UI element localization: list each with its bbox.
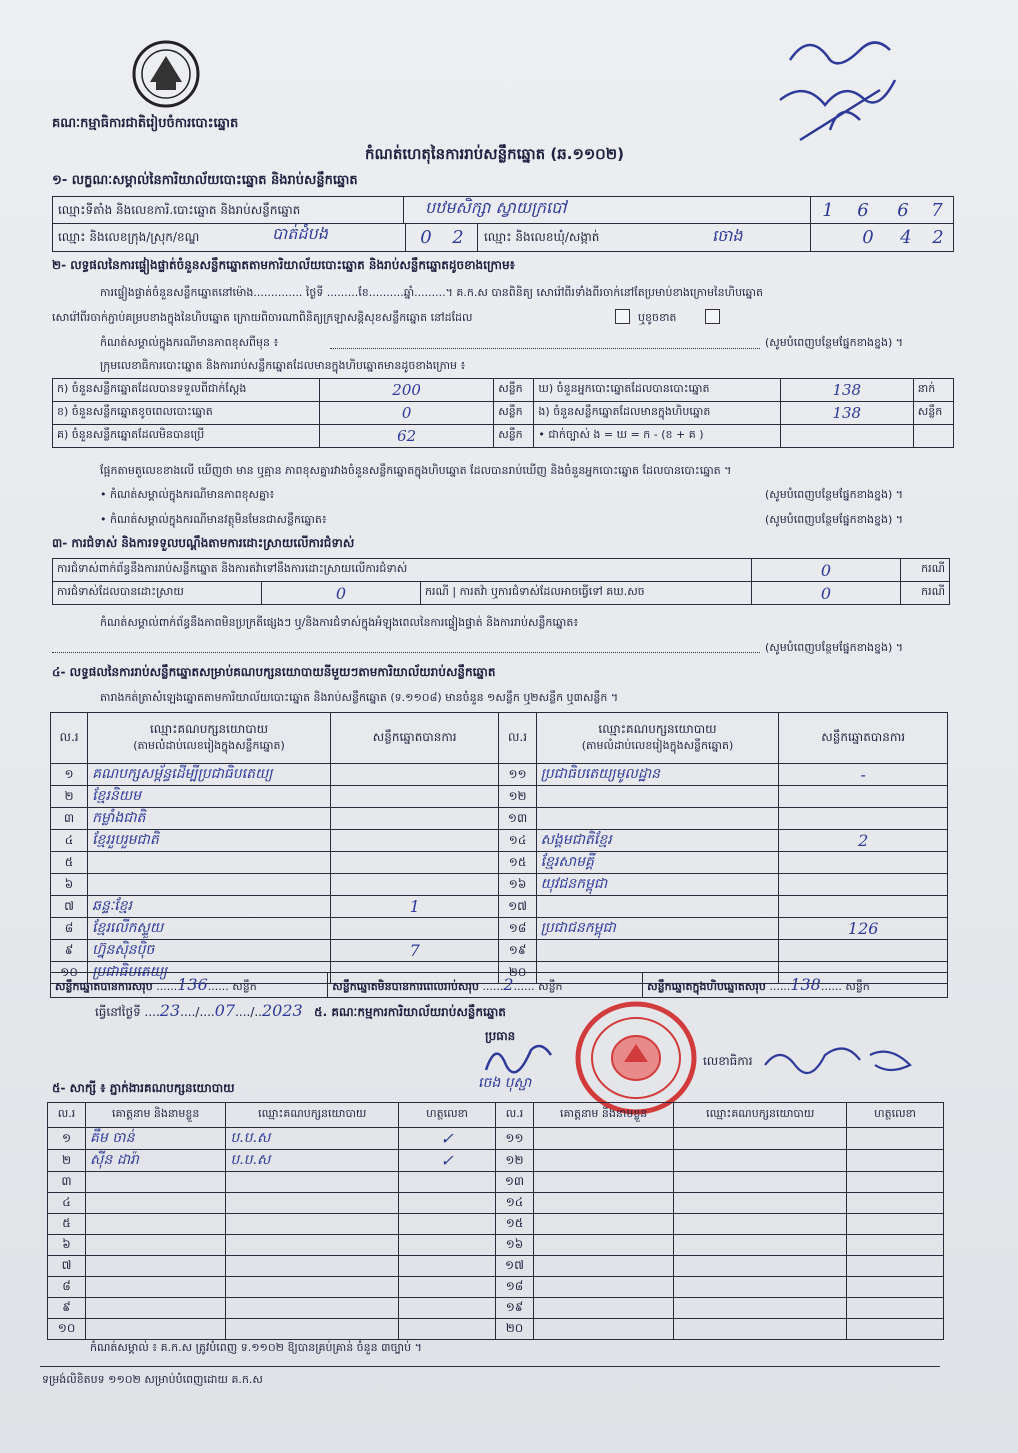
row-no: ៦ [51,874,88,896]
witness-name [86,1256,226,1277]
row-no: ១៦ [495,1235,533,1256]
row-no: ១០ [51,962,88,984]
count-row [53,425,954,448]
witness-row [48,1277,944,1298]
witness-party [226,1193,399,1214]
section2-intro: ក្រុមលេខាធិការបោះឆ្នោត និងការរាប់សន្លឹកឆ្នោតដែលមានក្នុងហិបឆ្នោតមានដូចខាងក្រោម ៖ [100,359,466,372]
row-no: ១០ [48,1319,86,1340]
witness-row [48,1298,944,1319]
district-digit: 0 [420,227,432,248]
party-votes [330,918,499,940]
party-votes [330,830,499,852]
row-no: ២០ [495,1319,533,1340]
note-damage: កំណត់សម្គាល់ក្នុងករណីមានភាពខុសពីមុន ៖ [100,336,279,349]
witness-sign [847,1150,944,1172]
witness-party: ប.ប.ស [226,1150,399,1172]
witness-name: គឹម ចាន់ [86,1128,226,1150]
witness-row [48,1128,944,1150]
witness-party [226,1214,399,1235]
right-unit [913,425,953,448]
col-sign: ហត្ថលេខា [847,1103,944,1128]
count-row [53,379,954,402]
row-no: ១៧ [495,1256,533,1277]
section3-title: ៣- ការជំទាស់ និងការទទួលបណ្តឹងតាមការដោះស្រាយលើការជំទាស់ [52,536,355,550]
party-name [536,786,779,808]
result-row [51,896,948,918]
result-row [51,852,948,874]
left-label: ខ) ចំនួនសន្លឹកឆ្នោតខូចពេលបោះឆ្នោត [53,402,320,425]
left-unit: សន្លឹក [494,379,534,402]
col-votes: សន្លឹកឆ្នោតបានការ [779,713,948,764]
right-label: ឃ) ចំនួនអ្នកបោះឆ្នោតដែលបានបោះឆ្នោត [534,379,780,402]
witness-party [226,1277,399,1298]
row-no: ១៨ [495,1277,533,1298]
total-in-box: សន្លឹកឆ្នោតក្នុងហិបឆ្នោតសរុប ......138...... សន្លឹក [643,973,948,998]
complaint-label: ការជំទាស់ពាក់ព័ន្ធនឹងការរាប់សន្លឹកឆ្នោត និងការតវ៉ាទៅនឹងការដោះស្រាយលើការជំទាស់ [53,559,752,582]
party-name: ហ្វ៊ុនស៊ិនប៉ិច [88,940,331,962]
witness-party [226,1235,399,1256]
witness-sign [399,1214,496,1235]
fill-hint: (សូមបំពេញបន្ថែមផ្នែកខាងខ្នង) ។ [765,488,904,501]
witness-party: ប.ប.ស [226,1128,399,1150]
left-unit: សន្លឹក [494,402,534,425]
witness-sign [847,1128,944,1150]
result-row [51,786,948,808]
row-no: ៨ [48,1277,86,1298]
total-invalid: សន្លឹកឆ្នោតមិនបានការពេលរាប់សរុប ......2...... សន្លឹក [328,973,643,998]
results-table [50,712,948,984]
witness-row [48,1172,944,1193]
resolved-value: 0 [262,582,421,605]
row-no: ១៧ [499,896,536,918]
resolved-label: ការជំទាស់ដែលបានដោះស្រាយ [53,582,262,605]
party-votes [330,786,499,808]
witness-party [674,1150,847,1172]
party-votes: 2 [779,830,948,852]
party-name: ខ្មែរលើកស្ទួយ [88,918,331,940]
result-row [51,830,948,852]
row-no: ៣ [51,808,88,830]
party-name [536,808,779,830]
party-votes [330,852,499,874]
party-votes [330,764,499,786]
witness-name [534,1172,674,1193]
witness-party [674,1172,847,1193]
right-label: • ជាក់ច្បាស់ ង = ឃ = ក - (ខ + គ ) [534,425,780,448]
result-row [51,918,948,940]
ballot-count-table [52,378,954,448]
row-no: ១២ [499,786,536,808]
row-no: ១១ [495,1128,533,1150]
right-value: 138 [780,379,913,402]
appeal-label: ករណី | ការតវ៉ា ឬការជំទាស់ដែលអាចធ្វើទៅ គឃ.សច [421,582,752,605]
right-unit: នាក់ [913,379,953,402]
right-value [780,425,913,448]
form-title: កំណត់ហេតុនៃការរាប់សន្លឹកឆ្នោត (ឆ.១១០២) [365,145,625,163]
party-votes [779,940,948,962]
party-name [536,940,779,962]
appeal-value: 0 [752,582,901,605]
witness-sign [399,1298,496,1319]
party-votes [779,874,948,896]
fill-hint: (សូមបំពេញបន្ថែមផ្នែកខាងខ្នង) ។ [765,513,904,526]
party-votes [330,808,499,830]
row-no: ៥ [51,852,88,874]
compare-line: ផ្អែកតាមតួលេខខាងលើ ឃើញថា មាន ឬគ្មាន ភាពខុសគ្នារវាងចំនួនសន្លឹកឆ្នោតក្នុងហិបឆ្នោត ដែលបានរាប់ឃើញ និងចំនួនអ្នកបោះឆ្នោត ដែលបានបោះឆ្នោត ។ [100,464,732,477]
party-name [536,896,779,918]
party-votes: 1 [330,896,499,918]
witness-party [674,1277,847,1298]
row-no: ១២ [495,1150,533,1172]
row-no: ១៥ [495,1214,533,1235]
witness-party [226,1256,399,1277]
fill-hint: (សូមបំពេញបន្ថែមផ្នែកខាងខ្នង) ។ [765,336,904,349]
secretary-signature [760,1040,930,1085]
witness-name [86,1193,226,1214]
president-signature [478,1040,558,1080]
left-label: គ) ចំនួនសន្លឹកឆ្នោតដែលមិនបានប្រើ [53,425,320,448]
row-no: ២ [48,1150,86,1172]
party-votes: 126 [779,918,948,940]
witness-sign [847,1277,944,1298]
col-name: គោត្តនាម និងនាមខ្លួន [534,1103,674,1128]
witness-name [534,1235,674,1256]
witness-name [534,1298,674,1319]
col-sign: ហត្ថលេខា [399,1103,496,1128]
station-digit: 6 [897,200,909,221]
result-row [51,940,948,962]
witness-name [86,1298,226,1319]
row-no: ៧ [48,1256,86,1277]
witness-row [48,1235,944,1256]
witness-name [86,1172,226,1193]
party-name: ប្រជាធិបតេយ្យមូលដ្ឋាន [536,764,779,786]
official-seal-stamp [572,998,702,1118]
note-diff: • កំណត់សម្គាល់ក្នុងករណីមានភាពខុសគ្នា៖ [100,488,275,501]
or-damaged-label: ឬខូចខាត [638,311,677,324]
witness-party [674,1193,847,1214]
commune-digit: 0 [862,227,874,248]
witness-name [86,1235,226,1256]
witness-sign [847,1172,944,1193]
witness-table [47,1102,944,1340]
col-party: ឈ្មោះគណបក្សនយោបាយ (តាមលំដាប់លេខរៀងក្នុងសន្លឹកឆ្នោត) [88,713,331,764]
party-name: យុវជនកម្ពុជា [536,874,779,896]
witness-sign [847,1319,944,1340]
party-name: ខ្មែរសាមគ្គី [536,852,779,874]
row-no: ៩ [51,940,88,962]
row-no: ៤ [48,1193,86,1214]
witness-sign [847,1235,944,1256]
row-no: ១១ [499,764,536,786]
party-name: ខ្មែរនិយម [88,786,331,808]
commune-value: ចោង [712,226,743,245]
president-name: ចេង​ បុស្ផា [478,1075,532,1091]
row-no: ៥ [48,1214,86,1235]
right-unit: សន្លឹក [913,402,953,425]
row-no: ១៦ [499,874,536,896]
witness-row [48,1256,944,1277]
witness-sign [847,1298,944,1319]
secretary-label: លេខាធិការ [703,1054,753,1068]
party-votes [330,874,499,896]
result-row [51,764,948,786]
station-value: បឋមសិក្សា ស្វាយក្របៅ [425,198,567,217]
col-no: ល.រ [495,1103,533,1128]
witness-sign [399,1256,496,1277]
col-no: ល.រ [51,713,88,764]
witness-party [674,1319,847,1340]
handwritten-signature-top [770,20,920,160]
fill-hint: (សូមបំពេញបន្ថែមផ្នែកខាងខ្នង) ។ [765,641,904,654]
station-digit: 1 [822,200,834,221]
witness-name [534,1214,674,1235]
witness-sign [847,1214,944,1235]
witness-name [86,1277,226,1298]
total-valid: សន្លឹកឆ្នោតបានការសរុប ......136...... សន្លឹក [51,973,328,998]
col-no: ល.រ [48,1103,86,1128]
row-no: ៤ [51,830,88,852]
witness-name [534,1193,674,1214]
district-label: ឈ្មោះ និងលេខក្រុង/ស្រុក/ខណ្ឌ [58,230,200,244]
date-line: ធ្វើនៅថ្ងៃទី ....23..../....07..../..2023 ៥. គណៈកម្មការការិយាល័យរាប់សន្លឹកឆ្នោត [95,1001,506,1020]
witness-sign [847,1256,944,1277]
witness-party [674,1256,847,1277]
result-row [51,808,948,830]
complaint-value: 0 [752,559,901,582]
witness-name: ស៊ីន ដារ៉ា [86,1150,226,1172]
section5-title: ៥- សាក្សី ៖ ភ្នាក់ងារគណបក្សនយោបាយ [52,1081,235,1095]
damaged-checkbox [705,309,720,324]
witness-party [226,1172,399,1193]
left-unit: សន្លឹក [494,425,534,448]
witness-sign [847,1193,944,1214]
commune-label: ឈ្មោះ និងលេខឃុំ/សង្កាត់ [484,230,600,244]
witness-party [226,1319,399,1340]
left-label: ក) ចំនួនសន្លឹកឆ្នោតដែលបានទទួលពីជាក់ស្តែង [53,379,320,402]
witness-name [86,1214,226,1235]
party-name [88,874,331,896]
section1-title: ១- លក្ខណៈសម្គាល់នៃការិយាល័យបោះឆ្នោត និងរាប់សន្លឹកឆ្នោត [52,173,358,188]
party-votes [779,896,948,918]
witness-party [674,1214,847,1235]
witness-sign [399,1319,496,1340]
witness-name [534,1319,674,1340]
row-no: ១ [48,1128,86,1150]
party-votes: 7 [330,940,499,962]
commune-digit: 2 [932,227,944,248]
row-no: ៨ [51,918,88,940]
party-name: ប្រជាជនកម្ពុជា [536,918,779,940]
section2-title: ២- លទ្ធផលនៃការផ្ទៀងផ្ទាត់ចំនួនសន្លឹកឆ្នោតតាមការិយាល័យបោះឆ្នោត និងរាប់សន្លឹកឆ្នោតដូចខាងក្រោម៖ [52,258,515,272]
left-value: 62 [320,425,494,448]
party-name: ប្រជាធិបតេយ្យ [88,962,331,984]
col-party: ឈ្មោះគណបក្សនយោបាយ [226,1103,399,1128]
witness-name [86,1319,226,1340]
witness-party [674,1298,847,1319]
row-no: ១៣ [495,1172,533,1193]
witness-sign [399,1277,496,1298]
row-no: ៧ [51,896,88,918]
right-value: 138 [780,402,913,425]
witness-party [674,1128,847,1150]
footer-bottom: ទម្រង់លិខិតបទ ១១០២ សម្រាប់បំពេញដោយ គ.ក.ស [42,1373,263,1386]
witness-sign: ✓ [399,1128,496,1150]
col-no: ល.រ [499,713,536,764]
party-name: សង្គមជាតិខ្មែរ [536,830,779,852]
section4-intro: តារាងកត់ត្រាសំឡេងឆ្នោតតាមការិយាល័យបោះឆ្នោត និងរាប់សន្លឹកឆ្នោត (ទ.១១០៨) មានចំនួន ១សន្លឹក ឬ២សន្លឹក ឬ៣សន្លឹក ។ [100,691,619,704]
verification-line1: ការផ្ទៀងផ្ទាត់ចំនួនសន្លឹកឆ្នោតនៅម៉ោង.............. ថ្ងៃទី .........ខែ..........ឆ្នាំ.........។ គ.ក.ស បានពិនិត្យ សោរ៉ៅពីរទាំងពីរចាក់នៅតែប្រមាប់ខាងក្រោមនៃហិបឆ្នោត [100,286,764,299]
witness-name [534,1128,674,1150]
party-votes: - [779,764,948,786]
witness-row [48,1150,944,1172]
section3-note: កំណត់សម្គាល់ពាក់ព័ន្ធនឹងភាពមិនប្រក្រតីផ្សេងៗ ឬ/និងការជំទាស់ក្នុងអំឡុងពេលនៃការផ្ទៀងផ្ទាត់ និងការរាប់សន្លឹកឆ្នោត៖ [100,616,579,629]
president-label: ប្រធាន [485,1029,516,1043]
witness-row [48,1214,944,1235]
witness-party [674,1235,847,1256]
row-no: ១៥ [499,852,536,874]
party-votes [779,852,948,874]
totals-table [50,972,948,998]
row-no: ១ [51,764,88,786]
row-no: ៩ [48,1298,86,1319]
left-value: 0 [320,402,494,425]
intact-checkbox [615,309,630,324]
col-party: ឈ្មោះគណបក្សនយោបាយ (តាមលំដាប់លេខរៀងក្នុងសន្លឹកឆ្នោត) [536,713,779,764]
complaint-table [52,558,950,605]
row-no: ១៣ [499,808,536,830]
district-digit: 2 [452,227,464,248]
party-name: គណបក្សសម្ព័ន្ធដើម្បីប្រជាធិបតេយ្យ [88,764,331,786]
row-no: ៣ [48,1172,86,1193]
row-no: ១៩ [499,940,536,962]
result-row [51,874,948,896]
row-no: ១៤ [499,830,536,852]
party-votes [779,808,948,830]
row-no: ២ [51,786,88,808]
witness-name [534,1150,674,1172]
party-name: ឆន្ទៈខ្មែរ [88,896,331,918]
commission-name: គណៈកម្មាធិការជាតិរៀបចំការបោះឆ្នោត [52,116,239,131]
witness-sign: ✓ [399,1150,496,1172]
row-no: ១៨ [499,918,536,940]
witness-name [534,1277,674,1298]
col-votes: សន្លឹកឆ្នោតបានការ [330,713,499,764]
district-value: បាត់ដំបង [272,224,328,243]
right-label: ង) ចំនួនសន្លឹកឆ្នោតដែលមានក្នុងហិបឆ្នោត [534,402,780,425]
footer-note: កំណត់សម្គាល់ ៖ គ.ក.ស ត្រូវបំពេញ ទ.១១០២ ឱ្យបានគ្រប់គ្រាន់ ចំនួន ៣ច្បាប់ ។ [90,1341,422,1354]
station-label: ឈ្មោះទីតាំង និងលេខការិ.បោះឆ្នោត និងរាប់សន្លឹកឆ្នោត [58,203,301,217]
count-row [53,402,954,425]
unit-label: ករណី [901,559,950,582]
party-name: ខ្មែររួបរួមជាតិ [88,830,331,852]
nec-emblem-icon [130,38,202,110]
commune-digit: 4 [900,227,912,248]
col-party: ឈ្មោះគណបក្សនយោបាយ [674,1103,847,1128]
note-object: • កំណត់សម្គាល់ក្នុងករណីមានវត្ថុមិនមែនជាសន្លឹកឆ្នោត៖ [100,513,327,526]
witness-sign [399,1172,496,1193]
row-no: ១៩ [495,1298,533,1319]
party-name: កម្លាំងជាតិ [88,808,331,830]
unit-label: ករណី [901,582,950,605]
witness-row [48,1193,944,1214]
party-name [88,852,331,874]
witness-name [534,1256,674,1277]
party-votes [779,786,948,808]
verification-line2: សោរ៉ៅពីរចាក់ភ្ជាប់គម្របខាងក្នុងនៃហិបឆ្នោត ក្រោយពិចារណាពិនិត្យក្រឡាសន្តិសុខសន្លឹកឆ្នោត នៅដដែល [52,311,473,324]
section4-title: ៤- លទ្ធផលនៃការរាប់សន្លឹកឆ្នោតសម្រាប់គណបក្សនយោបាយនីមួយៗតាមការិយាល័យរាប់សន្លឹកឆ្នោត [52,665,496,679]
witness-sign [399,1193,496,1214]
witness-row [48,1319,944,1340]
left-value: 200 [320,379,494,402]
row-no: ២០ [499,962,536,984]
station-digit: 7 [931,200,943,221]
station-digit: 6 [857,200,869,221]
col-name: គោត្តនាម និងនាមខ្លួន [86,1103,226,1128]
row-no: ១៤ [495,1193,533,1214]
row-no: ៦ [48,1235,86,1256]
witness-sign [399,1235,496,1256]
witness-party [226,1298,399,1319]
